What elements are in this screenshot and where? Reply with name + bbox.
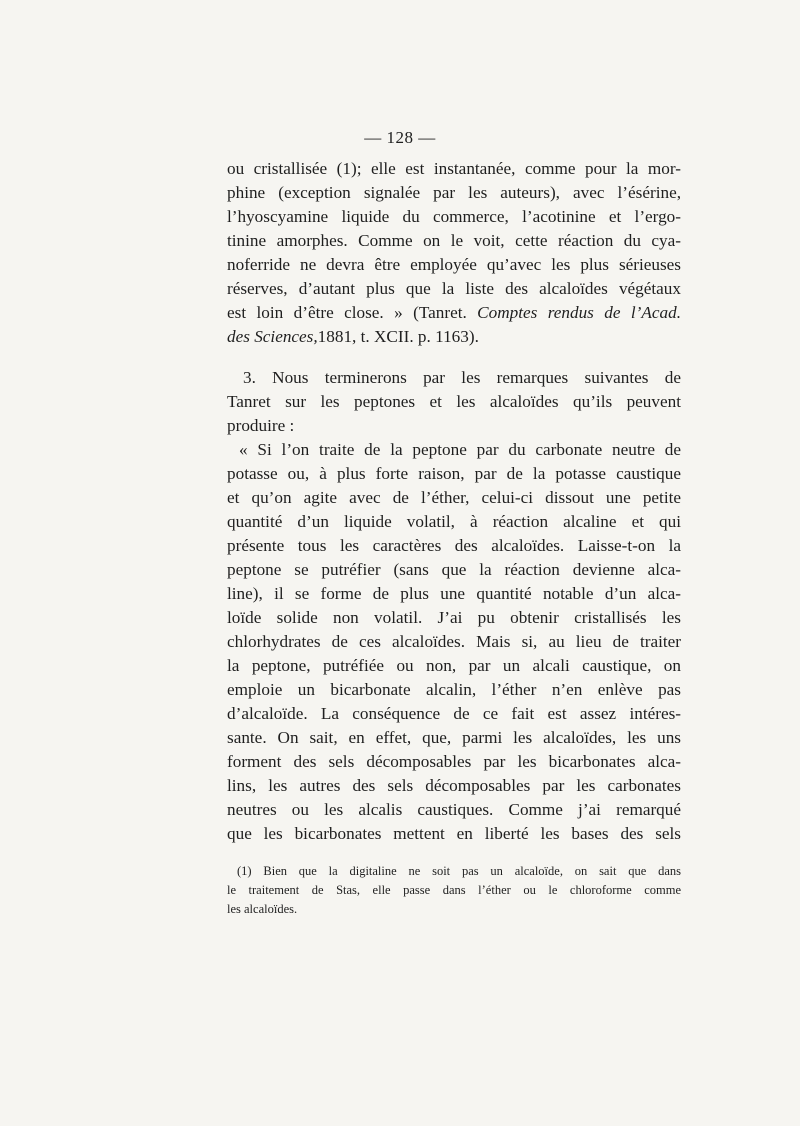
body-text: est loin d’être close. » (Tanret. xyxy=(227,303,467,322)
footnote-line: (1) Bien que la digitaline ne soit pas un alcaloïde, on sait que dans xyxy=(237,864,681,878)
body-line: réserves, d’autant plus que la liste des alcaloïdes végétaux xyxy=(227,279,681,298)
body-line: phine (exception signalée par les auteurs), avec l’ésérine, xyxy=(227,183,681,202)
citation-reference: 1881, t. XCII. p. 1163). xyxy=(317,327,479,346)
quote-line: la peptone, putréfiée ou non, par un alcali caustique, on xyxy=(227,656,681,675)
quote-line: lins, les autres des sels décomposables par les carbonates xyxy=(227,776,681,795)
body-line: Tanret sur les peptones et les alcaloïdes qu’ils peuvent xyxy=(227,392,681,411)
body-line: l’hyoscyamine liquide du commerce, l’acotinine et l’ergo- xyxy=(227,207,681,226)
page-number: — 128 — xyxy=(364,128,436,147)
body-line: tinine amorphes. Comme on le voit, cette réaction du cya- xyxy=(227,231,681,250)
quote-line: « Si l’on traite de la peptone par du carbonate neutre de xyxy=(239,440,681,459)
footnote-line: le traitement de Stas, elle passe dans l’éther ou le chloroforme comme xyxy=(227,883,681,897)
quote-line: potasse ou, à plus forte raison, par de la potasse caustique xyxy=(227,464,681,483)
body-line-citation-end xyxy=(227,325,681,349)
quote-line: forment des sels décomposables par les bicarbonates alca- xyxy=(227,752,681,771)
quote-line: sante. On sait, en effet, que, parmi les alcaloïdes, les uns xyxy=(227,728,681,747)
quote-line: quantité d’un liquide volatil, à réaction alcaline et qui xyxy=(227,512,681,531)
body-line: noferride ne devra être employée qu’avec les plus sérieuses xyxy=(227,255,681,274)
footnote-line: les alcaloïdes. xyxy=(227,902,298,916)
citation-journal: des Sciences, xyxy=(227,327,318,346)
quote-line: que les bicarbonates mettent en liberté les bases des sels xyxy=(227,824,681,843)
quote-line: d’alcaloïde. La conséquence de ce fait est assez intéres- xyxy=(227,704,681,723)
quote-line: loïde solide non volatil. J’ai pu obtenir cristallisés les xyxy=(227,608,681,627)
quote-line: et qu’on agite avec de l’éther, celui-ci dissout une petite xyxy=(227,488,681,507)
quote-line: présente tous les caractères des alcaloïdes. Laisse-t-on la xyxy=(227,536,681,555)
body-line: ou cristallisée (1); elle est instantanée, comme pour la mor- xyxy=(227,159,681,178)
quote-line: chlorhydrates de ces alcaloïdes. Mais si, au lieu de traiter xyxy=(227,632,681,651)
citation-title: Comptes rendus de l’Acad. xyxy=(477,303,682,322)
section-line: 3. Nous terminerons par les remarques suivantes de xyxy=(243,368,681,387)
body-line-with-citation xyxy=(227,301,681,325)
body-line: produire : xyxy=(227,416,295,435)
quote-line: peptone se putréfier (sans que la réaction devienne alca- xyxy=(227,560,681,579)
quote-line: neutres ou les alcalis caustiques. Comme j’ai remarqué xyxy=(227,800,681,819)
quote-line: line), il se forme de plus une quantité notable d’un alca- xyxy=(227,584,681,603)
quote-line: emploie un bicarbonate alcalin, l’éther n’en enlève pas xyxy=(227,680,681,699)
